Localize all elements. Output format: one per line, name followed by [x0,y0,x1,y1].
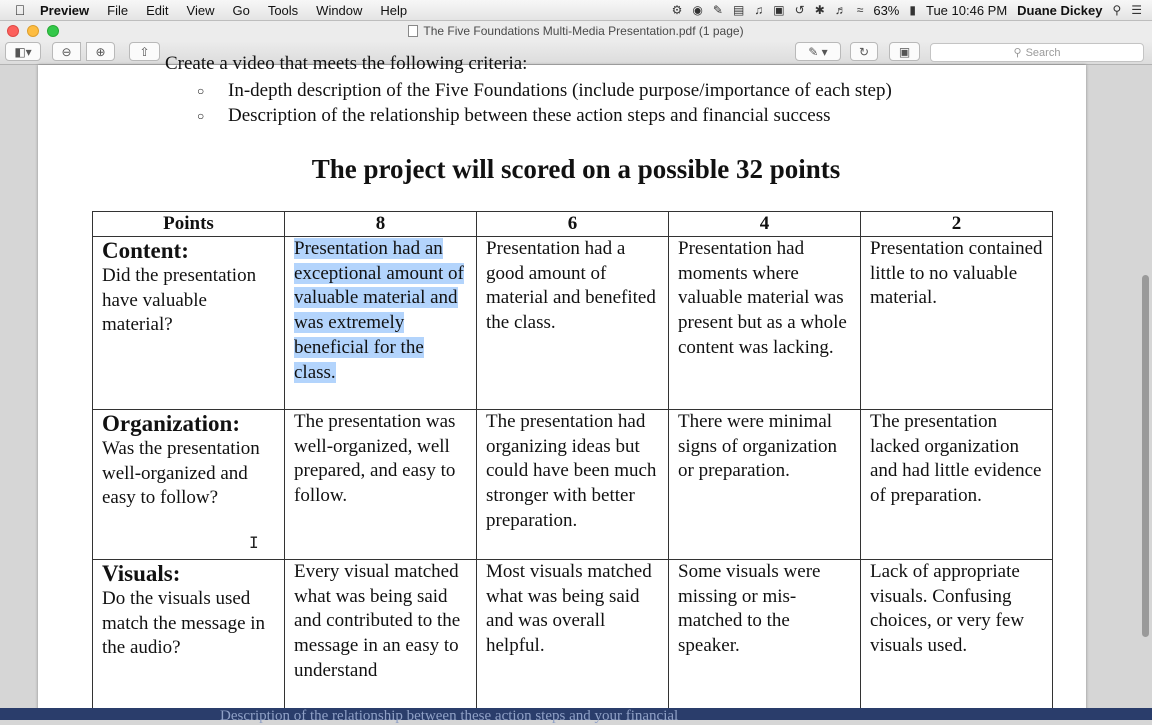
zoom-in-icon: ⊕ [95,44,106,59]
spotlight-search-icon[interactable]: ⚲ [1112,3,1122,17]
table-row [93,560,1053,720]
apple-menu-icon[interactable] [0,2,40,18]
bullet-circle-icon: ○ [197,84,205,99]
zoom-window-button[interactable] [47,25,59,37]
header-6: 6 [477,212,669,237]
battery-percent[interactable]: 63% [873,2,900,18]
score-cell[interactable]: Presentation had a good amount of material and benefited the class. [477,237,669,410]
text-cursor-icon: I [249,533,259,552]
rotate-icon: ↻ [858,44,870,59]
score-cell[interactable]: Presentation had moments where valuable material was present but as a whole content was lacking. [669,237,861,410]
record-icon[interactable]: ◉ [692,3,703,17]
bullet-item [197,80,892,102]
zoom-out-button[interactable] [52,42,81,61]
vertical-scrollbar[interactable] [1142,275,1149,637]
sidebar-icon: ◧▾ [14,44,32,59]
criterion-question: Do the visuals used match the message in the audio? [102,588,266,659]
criterion-cell [93,560,285,720]
sidebar-toggle-button[interactable] [5,42,41,61]
score-cell[interactable] [285,237,477,410]
menu-view[interactable]: View [186,2,215,18]
user-name[interactable]: Duane Dickey [1017,2,1103,18]
bullet-item [197,105,831,127]
share-button[interactable] [129,42,160,61]
table-row [93,410,1053,560]
minimize-window-button[interactable] [27,25,39,37]
criterion-cell [93,237,285,410]
rubric-table [92,211,1053,720]
app-status-icon[interactable]: ▣ [773,3,785,17]
notification-center-icon[interactable]: ☰ [1131,3,1142,17]
bullet-circle-icon: ○ [197,109,205,124]
criterion-name: Organization: [102,411,240,436]
share-icon: ⇧ [139,44,150,59]
window-title-bar [0,21,1152,41]
toolbox-icon: ▣ [898,44,911,59]
document-viewport[interactable] [0,53,1152,720]
scoring-heading: The project will scored on a possible 32 points [311,154,841,184]
toolbox-button[interactable] [889,42,920,61]
table-header-row [93,212,1053,237]
status-icon-a[interactable]: ⚙ [671,3,683,17]
score-cell[interactable]: Presentation contained little to no valuable material. [861,237,1053,410]
header-4: 4 [669,212,861,237]
header-points: Points [93,212,285,237]
highlight-button[interactable] [795,42,841,61]
header-8: 8 [285,212,477,237]
window-title: The Five Foundations Multi-Media Presentation.pdf (1 page) [423,24,744,38]
bullet-text: Description of the relationship between these action steps and financial success [228,105,831,126]
database-icon[interactable]: ▤ [732,3,745,17]
close-window-button[interactable] [7,25,19,37]
criterion-name: Visuals: [102,561,181,586]
time-machine-icon[interactable]: ↺ [794,3,805,17]
menu-edit[interactable]: Edit [146,2,169,18]
pdf-page[interactable] [38,53,1086,715]
menu-tools[interactable]: Tools [267,2,299,18]
notification-bell-icon[interactable]: ♫ [754,3,764,17]
menu-window[interactable]: Window [316,2,363,18]
bottom-overlay [0,708,1152,724]
search-icon: ⚲ [1013,47,1022,59]
clock[interactable]: Tue 10:46 PM [925,2,1008,18]
bluetooth-icon[interactable]: ✱ [814,3,825,17]
zoom-out-icon: ⊖ [61,44,72,59]
criterion-question: Was the presentation well-organized and easy to follow? [102,438,260,509]
volume-icon[interactable]: ♬ [834,3,847,17]
score-cell[interactable]: There were minimal signs of organization or preparation. [669,410,861,560]
menu-app-preview[interactable]: Preview [40,2,90,18]
score-cell[interactable]: Every visual matched what was being said and contributed to the message in an easy to understand [285,560,477,720]
search-placeholder: Search [1025,46,1061,59]
criteria-intro: Create a video that meets the following criteria: [165,53,528,74]
selected-text[interactable]: Presentation had an exceptional amount of valuable material and was extremely beneficial for the class. [294,238,464,383]
menu-file[interactable]: File [107,2,129,18]
score-cell[interactable]: Some visuals were missing or mis-matched to the speaker. [669,560,861,720]
score-cell[interactable]: The presentation was well-organized, well prepared, and easy to follow. [285,410,477,560]
table-row [93,237,1053,410]
menu-go[interactable]: Go [232,2,250,18]
header-2: 2 [861,212,1053,237]
score-cell[interactable]: Lack of appropriate visuals. Confusing choices, or very few visuals used. [861,560,1053,720]
zoom-in-button[interactable] [86,42,115,61]
criterion-question: Did the presentation have valuable material? [102,265,257,336]
wifi-icon[interactable]: ≈ [856,3,864,17]
pdf-document-icon [408,25,418,37]
menu-help[interactable]: Help [380,2,408,18]
score-cell[interactable]: The presentation lacked organization and had little evidence of preparation. [861,410,1053,560]
highlighter-icon: ✎ ▾ [808,44,828,59]
score-cell[interactable]: The presentation had organizing ideas but could have been much stronger with better preparation. [477,410,669,560]
criterion-name: Content: [102,238,189,263]
score-cell[interactable]: Most visuals matched what was being said and was overall helpful. [477,560,669,720]
menu-bar [0,0,1152,21]
pen-icon[interactable]: ✎ [712,3,723,17]
search-input[interactable] [930,43,1144,62]
rotate-button[interactable] [850,42,878,61]
battery-icon[interactable]: ▮ [909,3,916,17]
bullet-text: In-depth description of the Five Foundations (include purpose/importance of each step) [228,80,892,101]
bottom-overlay-text: Description of the relationship between these action steps and your financial [220,708,679,724]
window-controls [7,25,59,37]
